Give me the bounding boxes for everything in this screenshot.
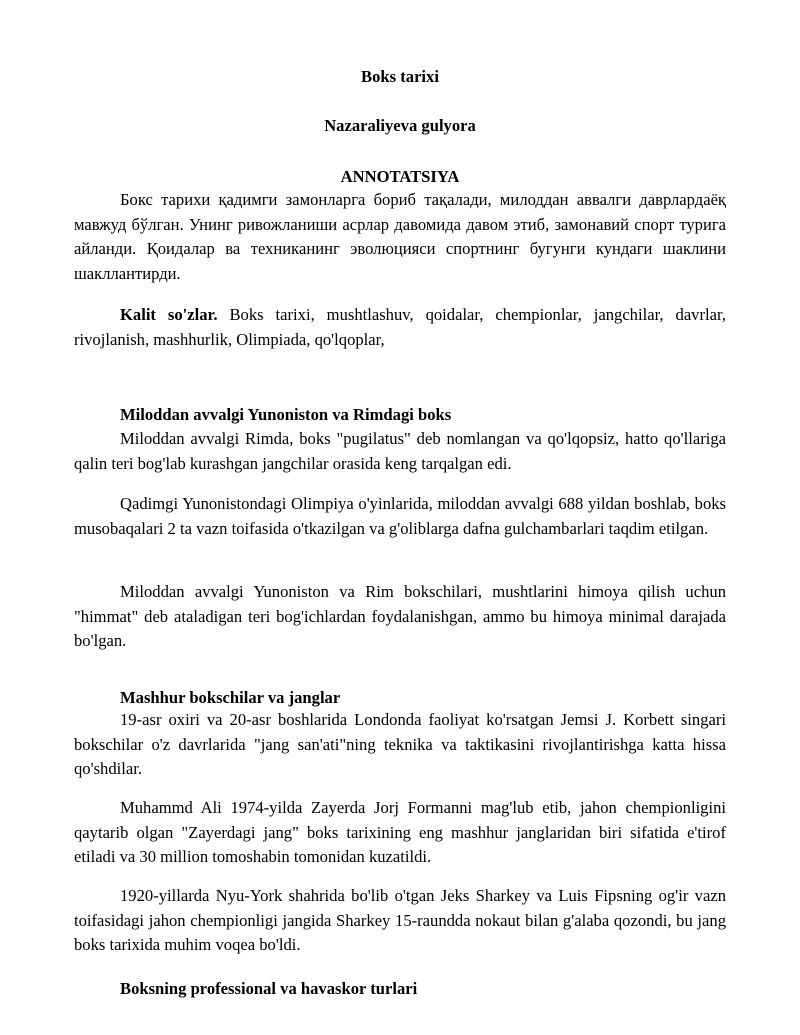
keywords-text: Boks tarixi, mushtlashuv, qoidalar, chempionlar, jangchilar, davrlar, rivojlanish, mashhurlik, Olimpiada, qo'lqoplar, bbox=[74, 305, 726, 349]
section-paragraph bbox=[74, 884, 726, 958]
section-paragraph bbox=[74, 708, 726, 782]
paragraph-text: 1920-yillarda Nyu-York shahrida bo'lib o'tgan Jeks Sharkey va Luis Fipsning og'ir vazn toifasidagi jahon chempionligi jangida Sharkey 15-raundda nokaut bilan g'alaba qozondi, bu jang boks tarixida muhim voqea bo'ldi. bbox=[74, 886, 726, 954]
section-heading: Mashhur bokschilar va janglar bbox=[120, 688, 341, 707]
annotation-heading: ANNOTATSIYA bbox=[340, 167, 460, 186]
section-paragraph bbox=[74, 427, 726, 476]
paragraph-text: Miloddan avvalgi Rimda, boks "pugilatus" deb nomlangan va qo'lqopsiz, hatto qo'llariga qalin teri bog'lab kurashgan jangchilar orasida keng tarqalgan edi. bbox=[74, 429, 726, 473]
section-paragraph bbox=[74, 796, 726, 870]
keywords-block bbox=[74, 303, 726, 352]
author-name: Nazaraliyeva gulyora bbox=[324, 116, 476, 135]
section-heading: Boksning professional va havaskor turlari bbox=[120, 979, 418, 998]
paper-title: Boks tarixi bbox=[361, 67, 439, 86]
paragraph-text: Miloddan avvalgi Yunoniston va Rim bokschilari, mushtlarini himoya qilish uchun "himmat" deb ataladigan teri bog'ichlardan foydalanishgan, ammo bu himoya minimal darajada bo'lgan. bbox=[74, 582, 726, 650]
paragraph-text: Muhammd Ali 1974-yilda Zayerda Jorj Formanni mag'lub etib, jahon chempionligini qaytarib olgan "Zayerdagi jang" boks tarixining eng mashhur janglaridan biri sifatida e'tirof etiladi va 30 million tomoshabin tomonidan kuzatildi. bbox=[74, 798, 726, 866]
annotation-text: Бокс тарихи қадимги замонларга бориб тақалади, милоддан аввалги даврлардаёқ мавжуд бўлган. Унинг ривожланиши асрлар давомида давом этиб, замонавий спорт турига айланди. Қоидалар ва техниканинг эволюцияси спортнинг бугунги кундаги шаклини шакллантирди. bbox=[74, 190, 726, 283]
keywords-paragraph bbox=[74, 303, 726, 352]
section-paragraph bbox=[74, 580, 726, 654]
paragraph-text: Qadimgi Yunonistondagi Olimpiya o'yinlarida, miloddan avvalgi 688 yildan boshlab, boks musobaqalari 2 ta vazn toifasida o'tkazilgan va g'oliblarga dafna gulchambarlari taqdim etilgan. bbox=[74, 494, 726, 538]
annotation-block bbox=[74, 188, 726, 286]
section-paragraph bbox=[74, 492, 726, 541]
paragraph-text: 19-asr oxiri va 20-asr boshlarida Londonda faoliyat ko'rsatgan Jemsi J. Korbett singari bokschilar o'z davrlarida "jang san'ati"ning teknika va taktikasini rivojlantirishga katta hissa qo'shdilar. bbox=[74, 710, 726, 778]
section-heading: Miloddan avvalgi Yunoniston va Rimdagi boks bbox=[120, 405, 452, 424]
keywords-label: Kalit so'zlar. bbox=[120, 305, 218, 324]
